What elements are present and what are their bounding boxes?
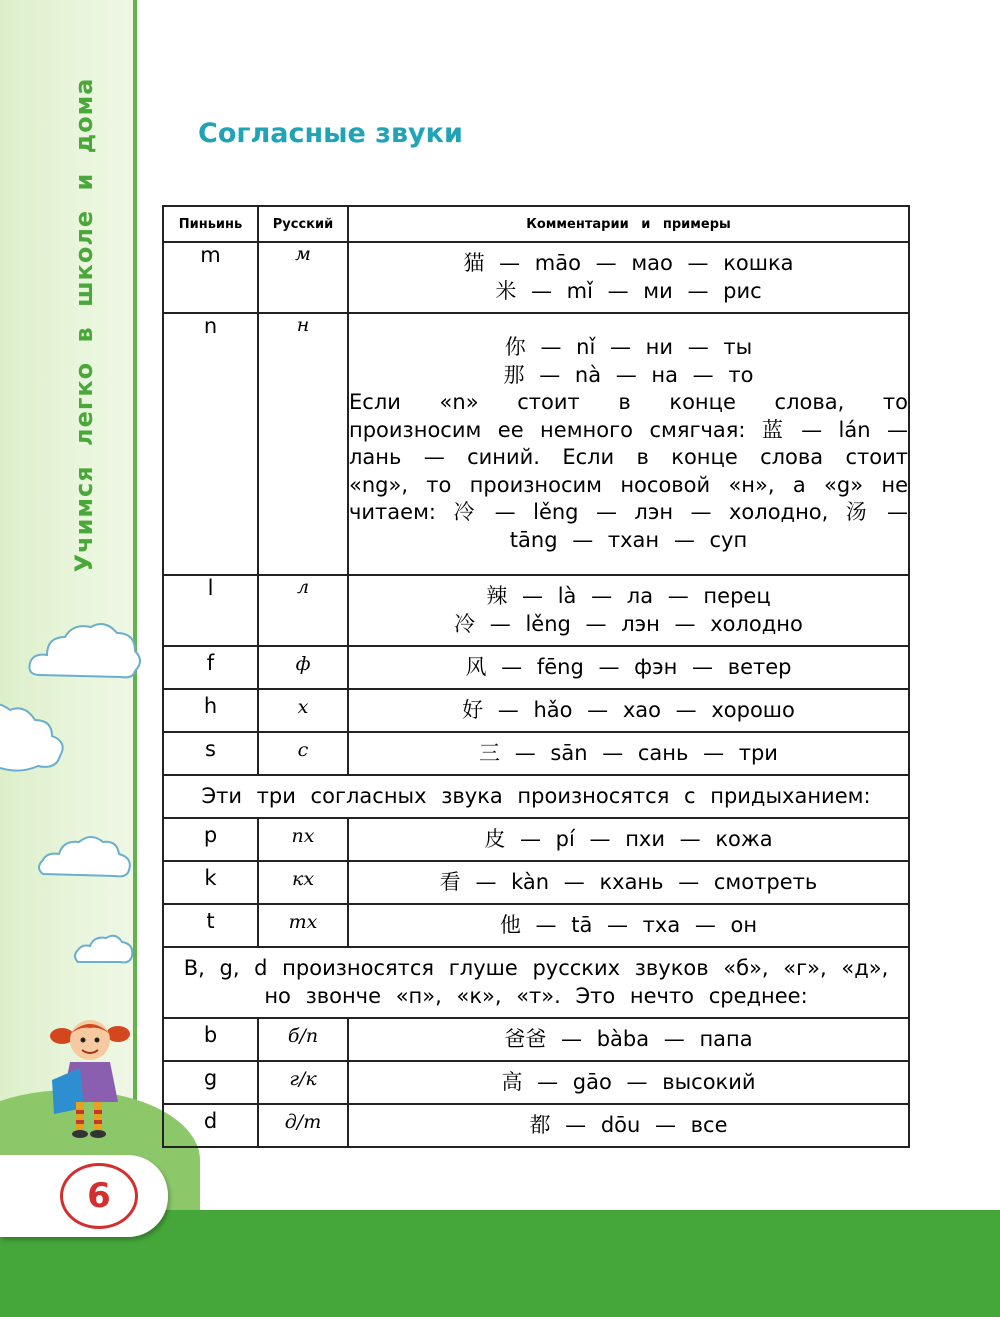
russian-cell: ф — [258, 646, 348, 689]
header-pinyin: Пиньинь — [163, 206, 258, 242]
russian-cell: д/т — [258, 1104, 348, 1147]
table-row — [163, 646, 909, 689]
table-row — [163, 732, 909, 775]
pinyin-cell: k — [163, 861, 258, 904]
table-row — [163, 313, 909, 575]
comment-cell — [348, 818, 909, 861]
left-sidebar — [0, 0, 137, 1180]
russian-cell: пх — [258, 818, 348, 861]
example-line: 猫 — māo — мао — кошка — [463, 251, 794, 275]
pinyin-cell: m — [163, 242, 258, 313]
aspiration-note: Эти три согласных звука произносятся с придыханием: — [163, 775, 909, 818]
page-number: 6 — [60, 1163, 138, 1229]
cloud-icon — [0, 690, 75, 780]
cloud-icon — [72, 930, 137, 970]
pinyin-cell: d — [163, 1104, 258, 1147]
header-comments: Комментарии и примеры — [348, 206, 909, 242]
table-row — [163, 1061, 909, 1104]
cloud-icon — [35, 830, 135, 885]
pinyin-cell: n — [163, 313, 258, 575]
example-line: 爸爸 — bàba — папа — [504, 1026, 753, 1051]
russian-cell: н — [258, 313, 348, 575]
pinyin-cell: t — [163, 904, 258, 947]
table-row — [163, 861, 909, 904]
table-note-row — [163, 775, 909, 818]
comment-cell — [348, 689, 909, 732]
table-row — [163, 904, 909, 947]
voicing-note: B, g, d произносятся глуше русских звуков «б», «г», «д», но звонче «п», «к», «т». Это нечто среднее: — [163, 947, 909, 1018]
pinyin-cell: b — [163, 1018, 258, 1061]
example-line: 都 — dōu — все — [529, 1112, 728, 1137]
comment-cell — [348, 732, 909, 775]
pinyin-cell: g — [163, 1061, 258, 1104]
cloud-icon — [25, 615, 145, 690]
russian-cell: х — [258, 689, 348, 732]
pinyin-cell: s — [163, 732, 258, 775]
example-line: 好 — hǎo — хао — хорошо — [462, 697, 795, 722]
example-line: 他 — tā — тха — он — [499, 912, 758, 937]
page-title: Согласные звуки — [198, 118, 463, 149]
pinyin-cell: p — [163, 818, 258, 861]
example-line: 米 — mǐ — ми — рис — [495, 278, 762, 303]
table-row — [163, 242, 909, 313]
pinyin-cell: l — [163, 575, 258, 646]
header-russian: Русский — [258, 206, 348, 242]
table-row — [163, 1018, 909, 1061]
comment-cell — [348, 575, 909, 646]
comment-cell — [348, 1104, 909, 1147]
comment-cell — [348, 242, 909, 313]
table-note-row — [163, 947, 909, 1018]
example-line: 看 — kàn — кхань — смотреть — [439, 869, 818, 894]
girl-illustration — [40, 1010, 135, 1140]
russian-cell: б/п — [258, 1018, 348, 1061]
comment-cell — [348, 1061, 909, 1104]
russian-cell: с — [258, 732, 348, 775]
sidebar-vertical-title: Учимся легко в школе и дома — [70, 77, 98, 573]
pinyin-cell: f — [163, 646, 258, 689]
comment-cell — [348, 313, 909, 575]
russian-cell: кх — [258, 861, 348, 904]
russian-cell: г/к — [258, 1061, 348, 1104]
russian-cell: м — [258, 242, 348, 313]
example-line: 风 — fēng — фэн — ветер — [465, 654, 792, 679]
table-header-row — [163, 206, 909, 242]
table-row — [163, 818, 909, 861]
table-row — [163, 575, 909, 646]
comment-cell — [348, 646, 909, 689]
russian-cell: тх — [258, 904, 348, 947]
example-line: 那 — nà — на — то — [503, 362, 754, 387]
russian-cell: л — [258, 575, 348, 646]
explanation-text: Если «n» стоит в конце слова, то произносим ее немного смягчая: 蓝 — lán — лань — синий. Если в конце слова стоит «ng», то произносим носовой «н», а «g» не читаем: 冷 — lěng — лэн — холодно, 汤 — tāng — тхан — суп — [349, 390, 908, 552]
comment-cell — [348, 904, 909, 947]
table-row — [163, 1104, 909, 1147]
consonants-table — [162, 205, 910, 1148]
example-line: 冷 — lěng — лэн — холодно — [454, 611, 803, 636]
example-line: 三 — sān — сань — три — [479, 740, 778, 765]
example-line: 皮 — pí — пхи — кожа — [484, 826, 773, 851]
table-row — [163, 689, 909, 732]
comment-cell — [348, 1018, 909, 1061]
example-line: 高 — gāo — высокий — [501, 1069, 756, 1094]
example-line: 辣 — là — ла — перец — [486, 584, 771, 608]
example-line: 你 — nǐ — ни — ты — [504, 335, 753, 359]
pinyin-cell: h — [163, 689, 258, 732]
comment-cell — [348, 861, 909, 904]
